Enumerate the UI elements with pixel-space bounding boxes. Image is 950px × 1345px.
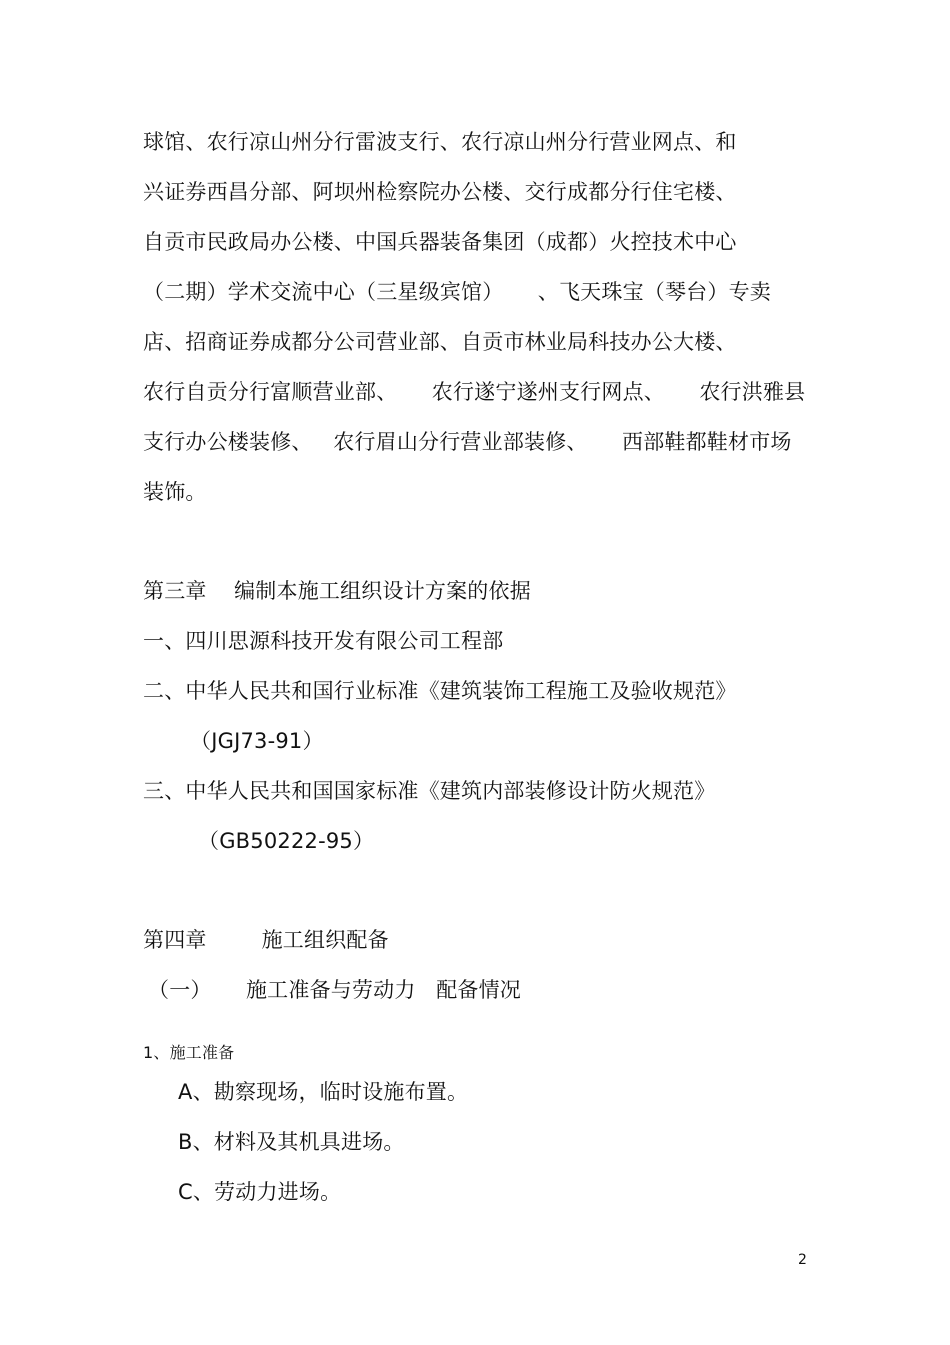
paragraph-line-4: （二期）学术交流中心（三星级宾馆） 、飞天珠宝（琴台）专卖 xyxy=(143,280,771,304)
page-number: 2 xyxy=(798,1252,807,1268)
paragraph-line-8: 装饰。 xyxy=(143,480,207,504)
paragraph-line-3: 自贡市民政局办公楼、中国兵器装备集团（成都）火控技术中心 xyxy=(143,230,737,254)
chapter-4-item-c: C、劳动力进场。 xyxy=(178,1180,342,1204)
chapter-4-section: （一） 施工准备与劳动力 配备情况 xyxy=(148,978,522,1002)
paragraph-line-7: 支行办公楼装修、 农行眉山分行营业部装修、 西部鞋都鞋材市场 xyxy=(143,430,792,454)
chapter-3-item-3-code: （GB50222-95） xyxy=(198,829,375,853)
chapter-4-title: 第四章 施工组织配备 xyxy=(143,928,389,952)
chapter-4-item-a: A、勘察现场，临时设施布置。 xyxy=(178,1080,469,1104)
paragraph-line-2: 兴证券西昌分部、阿坝州检察院办公楼、交行成都分行住宅楼、 xyxy=(143,180,737,204)
chapter-3-title: 第三章 编制本施工组织设计方案的依据 xyxy=(143,579,531,603)
chapter-3-item-1: 一、四川思源科技开发有限公司工程部 xyxy=(143,629,504,653)
paragraph-line-1: 球馆、农行凉山州分行雷波支行、农行凉山州分行营业网点、和 xyxy=(143,130,737,154)
paragraph-line-6: 农行自贡分行富顺营业部、 农行遂宁遂州支行网点、 农行洪雅县 xyxy=(143,380,806,404)
chapter-4-item-b: B、材料及其机具进场。 xyxy=(178,1130,405,1154)
chapter-4-subheading: 1、施工准备 xyxy=(143,1043,235,1062)
paragraph-line-5: 店、招商证券成都分公司营业部、自贡市林业局科技办公大楼、 xyxy=(143,330,737,354)
chapter-3-item-2: 二、中华人民共和国行业标准《建筑装饰工程施工及验收规范》 xyxy=(143,679,737,703)
chapter-3-item-2-code: （JGJ73-91） xyxy=(190,729,324,753)
chapter-3-item-3: 三、中华人民共和国国家标准《建筑内部装修设计防火规范》 xyxy=(143,779,716,803)
